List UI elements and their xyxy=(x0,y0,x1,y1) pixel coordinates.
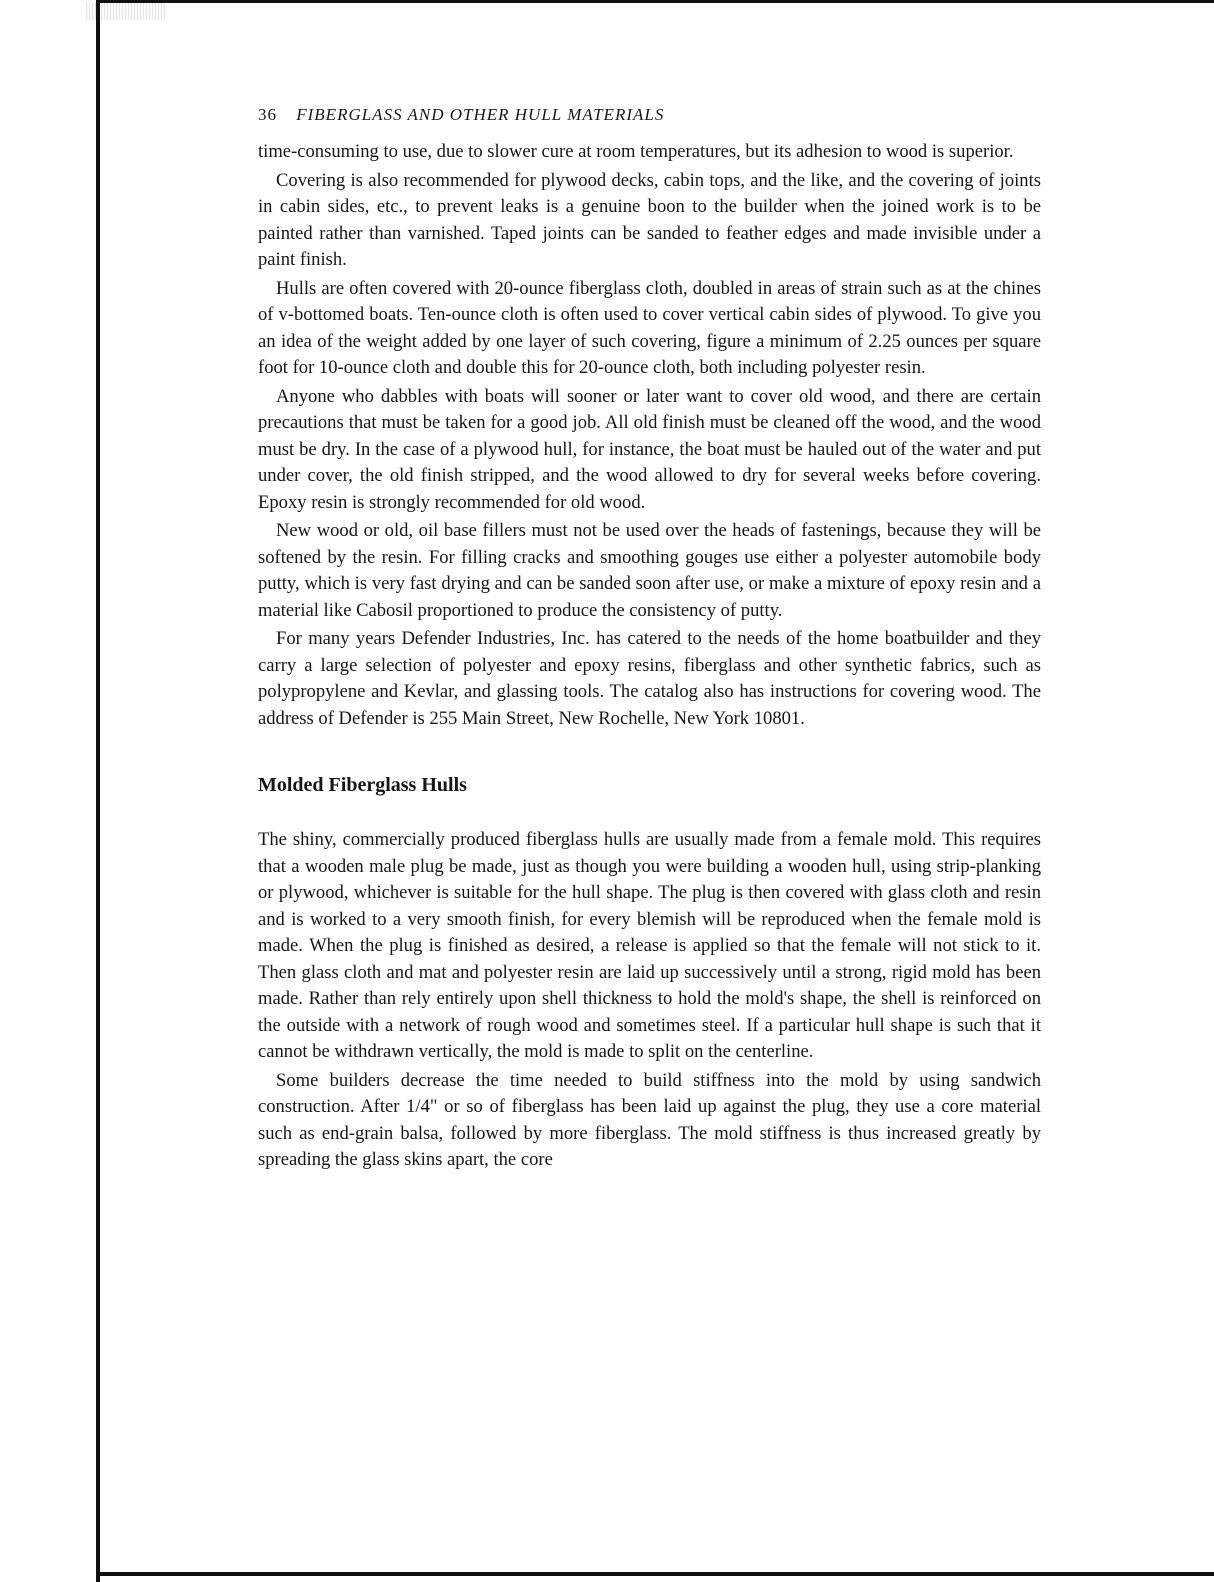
paragraph-continued: time-consuming to use, due to slower cure at room temperatures, but its adhesion to wood is superior. xyxy=(258,141,1014,162)
page-number: 36 xyxy=(258,105,277,124)
scan-border-left xyxy=(96,0,100,1582)
paragraph: Anyone who dabbles with boats will sooner or later want to cover old wood, and there are certain precautions that must be taken for a good job. All old finish must be cleaned off the wood, and the wood must be dry. In the case of a plywood hull, for instance, the boat must be hauled out of the water and put under cover, the old finish stripped, and the wood allowed to dry for several weeks before covering. Epoxy resin is strongly recommended for old wood. xyxy=(258,385,1041,513)
running-title: FIBERGLASS AND OTHER HULL MATERIALS xyxy=(296,105,665,124)
page-body xyxy=(258,104,1041,1174)
scan-border-top xyxy=(96,0,1214,3)
paragraph: New wood or old, oil base fillers must not be used over the heads of fastenings, because they will be softened by the resin. For filling cracks and smoothing gouges use either a polyester automobile body putty, which is very fast drying and can be sanded soon after use, or make a mixture of epoxy resin and a material like Cabosil proportioned to produce the consistency of putty. xyxy=(258,520,1041,621)
paragraph: For many years Defender Industries, Inc. has catered to the needs of the home boatbuilder and they carry a large selection of polyester and epoxy resins, fiberglass and other synthetic fabrics, such as polypropylene and Kevlar, and glassing tools. The catalog also has instructions for covering wood. The address of Defender is 255 Main Street, New Rochelle, New York 10801. xyxy=(258,628,1041,729)
paragraph: The shiny, commercially produced fiberglass hulls are usually made from a female mold. This requires that a wooden male plug be made, just as though you were building a wooden hull, using strip-planking or plywood, whichever is suitable for the hull shape. The plug is then covered with glass cloth and resin and is worked to a very smooth finish, for every blemish will be reproduced when the female mold is made. When the plug is finished as desired, a release is applied so that the female will not stick to it. Then glass cloth and mat and polyester resin are laid up successively until a strong, rigid mold has been made. Rather than rely entirely upon shell thickness to hold the mold's shape, the shell is reinforced on the outside with a network of rough wood and sometimes steel. If a particular hull shape is such that it cannot be withdrawn vertically, the mold is made to split on the centerline. xyxy=(258,829,1041,1062)
paragraph: Covering is also recommended for plywood decks, cabin tops, and the like, and the covering of joints in cabin sides, etc., to prevent leaks is a genuine boon to the builder when the joined work is to be painted rather than varnished. Taped joints can be sanded to feather edges and made invisible under a paint finish. xyxy=(258,169,1041,270)
running-header xyxy=(258,104,1041,126)
paragraph: Some builders decrease the time needed to build stiffness into the mold by using sandwich construction. After 1/4" or so of fiberglass has been laid up against the plug, they use a core material such as end-grain balsa, followed by more fiberglass. The mold stiffness is thus increased greatly by spreading the glass skins apart, the core xyxy=(258,1069,1041,1170)
section-heading: Molded Fiberglass Hulls xyxy=(258,774,467,796)
scan-border-bottom xyxy=(96,1572,1214,1576)
paragraph: Hulls are often covered with 20-ounce fiberglass cloth, doubled in areas of strain such as at the chines of v-bottomed boats. Ten-ounce cloth is often used to cover vertical cabin sides of plywood. To give you an idea of the weight added by one layer of such covering, figure a minimum of 2.25 ounces per square foot for 10-ounce cloth and double this for 20-ounce cloth, both including polyester resin. xyxy=(258,277,1041,378)
